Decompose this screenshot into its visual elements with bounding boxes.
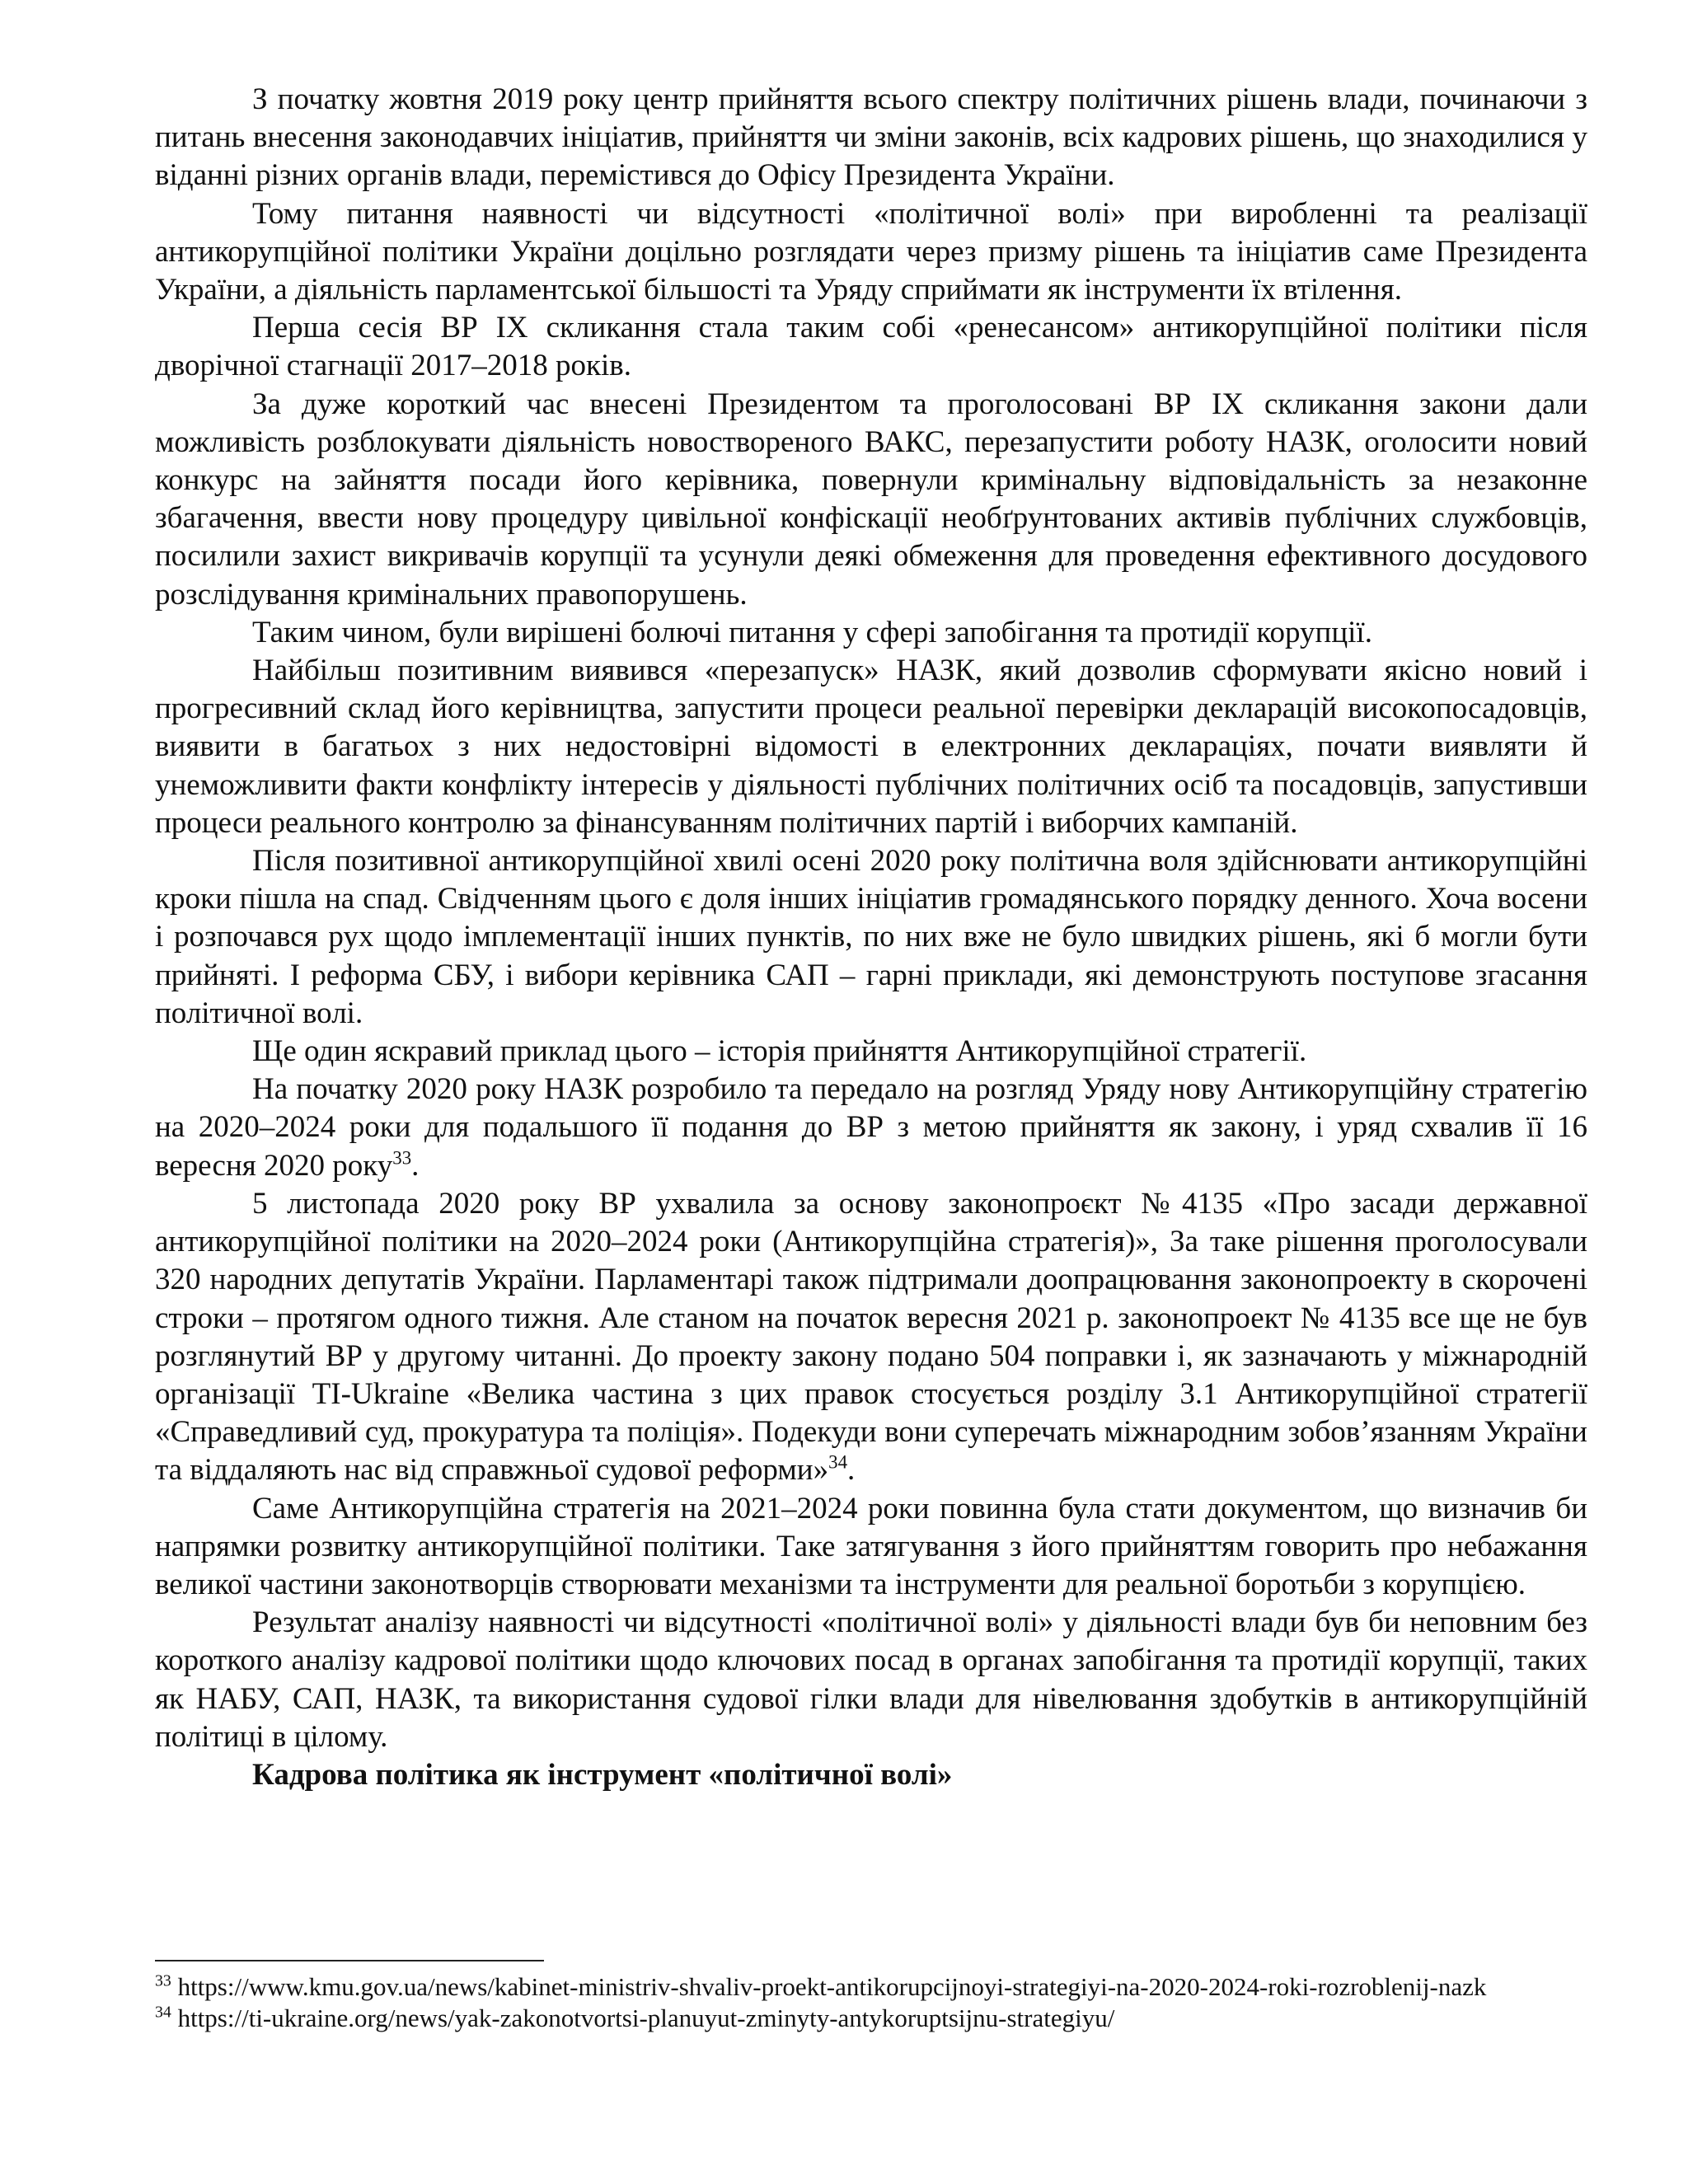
- paragraph-8: Ще один яскравий приклад цього – історія прийняття Антикорупційної стратегії.: [252, 1034, 1307, 1069]
- paragraph-9: [155, 1071, 1587, 1185]
- paragraph-9-end: .: [411, 1148, 420, 1183]
- footnote-ref-34[interactable]: 34: [828, 1451, 848, 1473]
- footnotes: [155, 1971, 1606, 2034]
- paragraph-6: Найбільш позитивним виявився «перезапуск» НАЗК, який дозволив сформувати якісно новий і прогресивний склад його керівництва, запустити процеси реальної перевірки декларацій високопосадовців, виявити в багатьох з них недостовірні відомості в електронних деклараціях, почати виявляти й унеможливити факти конфлікту інтересів у діяльності публічних політичних осіб та посадовців, запустивши процеси реального контролю за фінансуванням політичних партій і виборчих кампаній.: [155, 654, 1587, 840]
- paragraph-4: За дуже короткий час внесені Президентом та проголосовані ВР IX скликання закони дали можливість розблокувати діяльність новоствореного ВАКС, перезапустити роботу НАЗК, оголосити новий конкурс на зайняття посади його керівника, повернули кримінальну відповідальність за незаконне збагачення, ввести нову процедуру цивільної конфіскації необґрунтованих активів публічних службовців, посилили захист викривачів корупції та усунули деякі обмеження для проведення ефективного досудового розслідування кримінальних правопорушень.: [155, 387, 1587, 612]
- paragraph-11: Саме Антикорупційна стратегія на 2021–2024 роки повинна була стати документом, що визначив би напрямки розвитку антикорупційної політики. Таке затягування з його прийняттям говорить про небажання великої частини законотворців створювати механізми та інструменти для реальної боротьби з корупцією.: [155, 1491, 1587, 1601]
- paragraph-5: Таким чином, були вирішені болючі питання у сфері запобігання та протидії корупції.: [252, 615, 1372, 649]
- paragraph-12: Результат аналізу наявності чи відсутності «політичної волі» у діяльності влади був би неповним без короткого аналізу кадрової політики щодо ключових посад в органах запобігання та протидії корупції, таких як НАБУ, САП, НАЗК, та використання судової гілки влади для нівелювання здобутків в антикорупційній політиці в цілому.: [155, 1605, 1587, 1754]
- paragraph-10: [155, 1185, 1587, 1490]
- paragraph-7: Після позитивної антикорупційної хвилі осені 2020 року політична воля здійснювати антикорупційні кроки пішла на спад. Свідченням цього є доля інших ініціатив громадянського порядку денного. Хоча восени і розпочався рух щодо імплементації інших пунктів, по них вже не було швидких рішень, які б могли бути прийняті. І реформа СБУ, і вибори керівника САП – гарні приклади, які демонструють поступове згасання політичної волі.: [155, 844, 1587, 1030]
- document-body: [155, 81, 1587, 1794]
- paragraph-3: Перша сесія ВР IX скликання стала таким собі «ренесансом» антикорупційної політики після дворічної стагнації 2017–2018 років.: [155, 311, 1587, 383]
- footnote-ref-33[interactable]: 33: [392, 1147, 412, 1169]
- footnote-link[interactable]: https://www.kmu.gov.ua/news/kabinet-ministriv-shvaliv-proekt-antikorupcijnoyi-strategiyi-na-2020-2024-roki-rozroblenij-nazk: [171, 1972, 1487, 2001]
- footnote-separator: [155, 1960, 544, 1961]
- paragraph-1: З початку жовтня 2019 року центр прийняття всього спектру політичних рішень влади, починаючи з питань внесення законодавчих ініціатив, прийняття чи зміни законів, всіх кадрових рішень, що знаходилися у віданні різних органів влади, перемістився до Офісу Президента України.: [155, 82, 1587, 193]
- section-heading: Кадрова політика як інструмент «політичної волі»: [252, 1757, 953, 1792]
- paragraph-10-text: 5 листопада 2020 року ВР ухвалила за основу законопроєкт №4135 «Про засади державної антикорупційної політики на 2020–2024 роки (Антикорупційна стратегія)», За таке рішення проголосували 320 народних депутатів України. Парламентарі також підтримали доопрацювання законопроекту в скорочені строки – протягом одного тижня. Але станом на початок вересня 2021 р. законопроект № 4135 все ще не був розглянутий ВР у другому читанні. До проекту закону подано 504 поправки і, як зазначають у міжнародній організації TI-Ukraine «Велика частина з цих правок стосується розділу 3.1 Антикорупційної стратегії «Справедливий суд, прокуратура та поліція». Подекуди вони суперечать міжнародним зобов’язанням України та віддаляють нас від справжньої судової реформи»: [155, 1186, 1587, 1488]
- paragraph-2: Тому питання наявності чи відсутності «політичної волі» при виробленні та реалізації антикорупційної політики України доцільно розглядати через призму рішень та ініціатив саме Президента України, а діяльність парламентської більшості та Уряду сприймати як інструменти їх втілення.: [155, 196, 1587, 307]
- footnote-mark: 33: [155, 1971, 171, 1990]
- footnote-mark: 34: [155, 2003, 171, 2022]
- paragraph-9-text: На початку 2020 року НАЗК розробило та передало на розгляд Уряду нову Антикорупційну стратегію на 2020–2024 роки для подальшого її подання до ВР з метою прийняття як закону, і уряд схвалив її 16 вересня 2020 року: [155, 1072, 1587, 1183]
- footnote-link[interactable]: https://ti-ukraine.org/news/yak-zakonotvortsi-planuyut-zminyty-antykoruptsijnu-strategiyu/: [171, 2004, 1115, 2032]
- paragraph-10-end: .: [847, 1453, 856, 1488]
- footnote-34: [155, 2003, 1606, 2034]
- footnote-33: [155, 1971, 1606, 2003]
